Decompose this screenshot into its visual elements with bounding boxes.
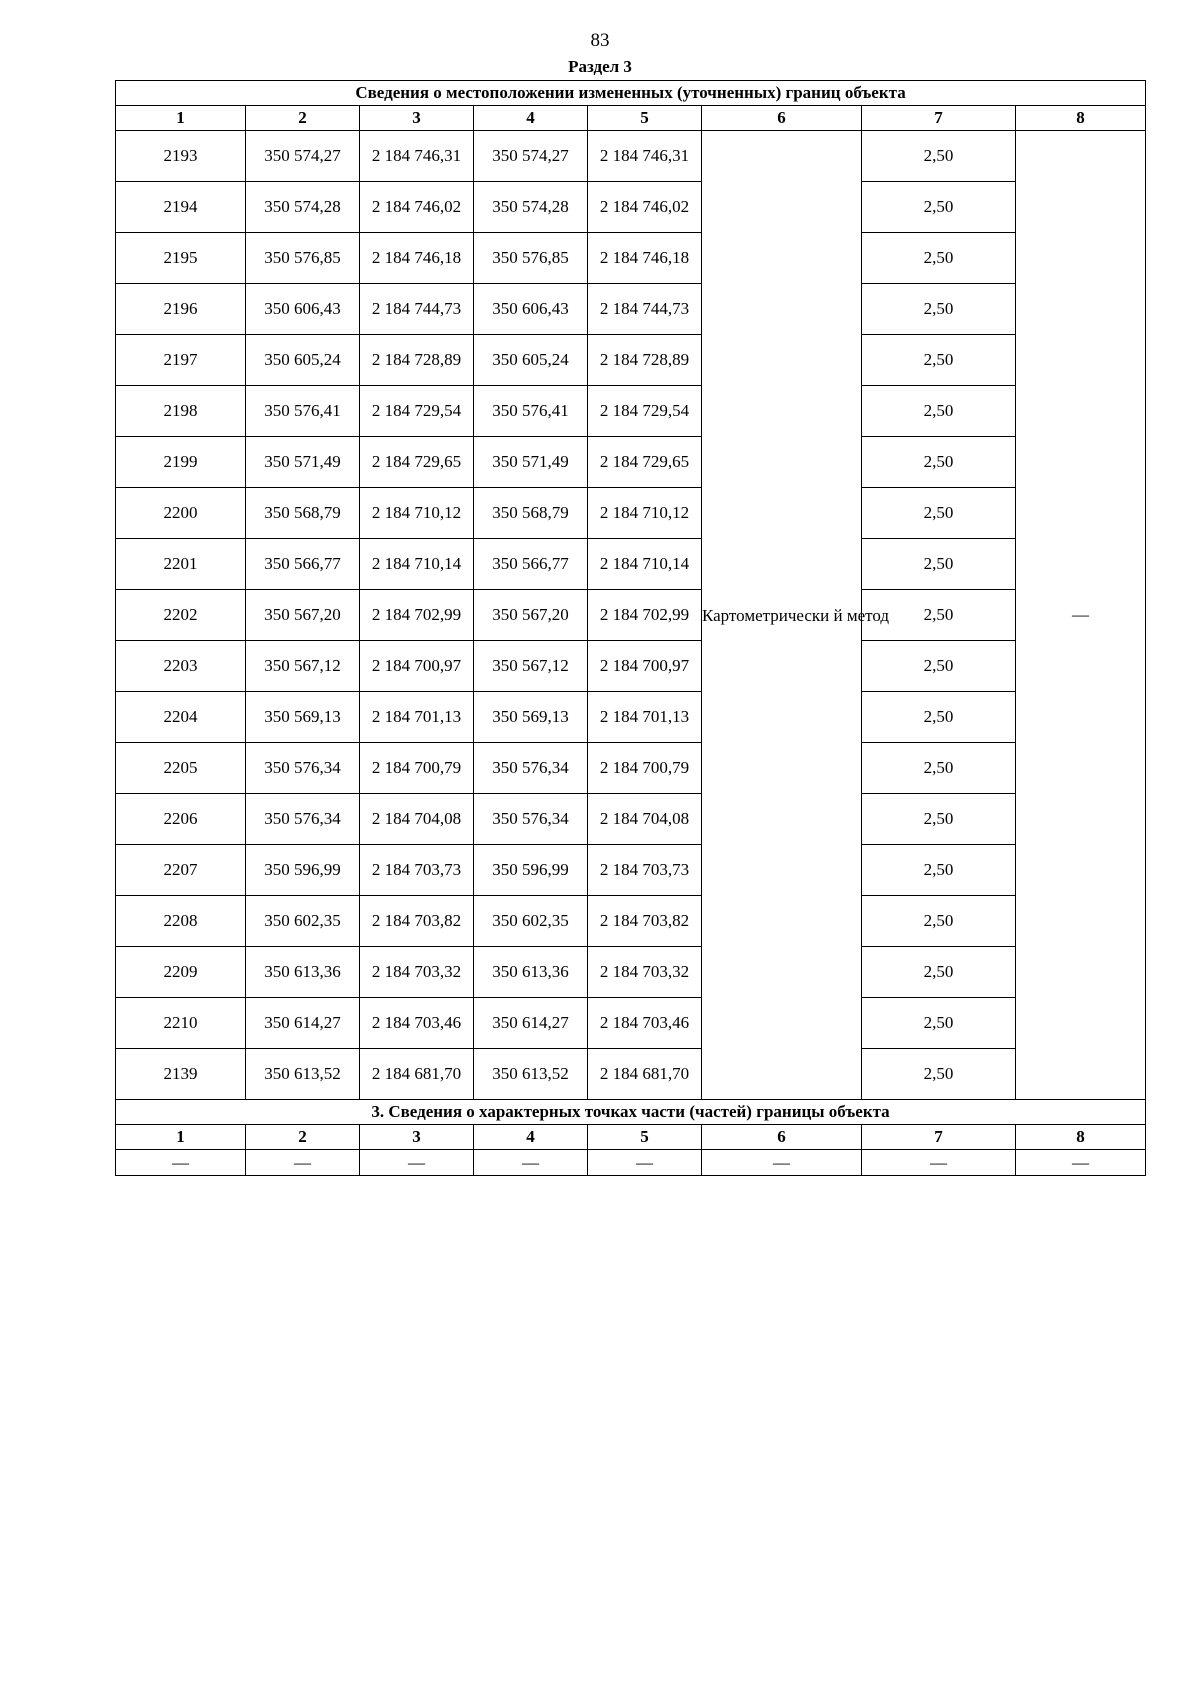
accuracy-cell: 2,50 — [862, 743, 1016, 794]
point-number-cell: 2205 — [116, 743, 246, 794]
x-old-cell: 350 613,52 — [246, 1049, 360, 1100]
accuracy-cell: 2,50 — [862, 437, 1016, 488]
x-old-cell: 350 571,49 — [246, 437, 360, 488]
accuracy-cell: 2,50 — [862, 233, 1016, 284]
column-number: 8 — [1016, 106, 1146, 131]
empty-cell: — — [1016, 1150, 1146, 1176]
x-old-cell: 350 606,43 — [246, 284, 360, 335]
accuracy-cell: 2,50 — [862, 1049, 1016, 1100]
accuracy-cell: 2,50 — [862, 590, 1016, 641]
x-new-cell: 350 606,43 — [474, 284, 588, 335]
table-row — [116, 233, 1146, 284]
table-row — [116, 845, 1146, 896]
point-number-cell: 2206 — [116, 794, 246, 845]
column-number: 8 — [1016, 1125, 1146, 1150]
accuracy-cell: 2,50 — [862, 641, 1016, 692]
y-old-cell: 2 184 729,54 — [360, 386, 474, 437]
accuracy-cell: 2,50 — [862, 692, 1016, 743]
empty-cell: — — [474, 1150, 588, 1176]
y-old-cell: 2 184 700,97 — [360, 641, 474, 692]
point-number-cell: 2195 — [116, 233, 246, 284]
table-row — [116, 131, 1146, 182]
accuracy-cell: 2,50 — [862, 845, 1016, 896]
column-number: 6 — [702, 1125, 862, 1150]
y-old-cell: 2 184 710,12 — [360, 488, 474, 539]
y-new-cell: 2 184 704,08 — [588, 794, 702, 845]
table-row — [116, 488, 1146, 539]
table-row — [116, 437, 1146, 488]
table2-column-numbers — [116, 1125, 1146, 1150]
x-old-cell: 350 596,99 — [246, 845, 360, 896]
x-old-cell: 350 574,28 — [246, 182, 360, 233]
y-new-cell: 2 184 710,12 — [588, 488, 702, 539]
x-new-cell: 350 576,85 — [474, 233, 588, 284]
y-new-cell: 2 184 729,54 — [588, 386, 702, 437]
y-old-cell: 2 184 729,65 — [360, 437, 474, 488]
point-number-cell: 2208 — [116, 896, 246, 947]
table-row — [116, 692, 1146, 743]
x-new-cell: 350 576,34 — [474, 743, 588, 794]
x-old-cell: 350 602,35 — [246, 896, 360, 947]
empty-cell: — — [116, 1150, 246, 1176]
y-new-cell: 2 184 700,97 — [588, 641, 702, 692]
x-old-cell: 350 576,34 — [246, 794, 360, 845]
point-number-cell: 2210 — [116, 998, 246, 1049]
column-number: 6 — [702, 106, 862, 131]
y-old-cell: 2 184 703,82 — [360, 896, 474, 947]
table1-caption-row — [116, 81, 1146, 106]
x-new-cell: 350 574,27 — [474, 131, 588, 182]
y-new-cell: 2 184 703,46 — [588, 998, 702, 1049]
y-new-cell: 2 184 703,32 — [588, 947, 702, 998]
x-new-cell: 350 574,28 — [474, 182, 588, 233]
y-old-cell: 2 184 703,32 — [360, 947, 474, 998]
point-number-cell: 2193 — [116, 131, 246, 182]
point-number-cell: 2202 — [116, 590, 246, 641]
table-row — [116, 641, 1146, 692]
table2-caption: 3. Сведения о характерных точках части (частей) границы объекта — [116, 1100, 1146, 1125]
column8-cell: — — [1016, 131, 1146, 1100]
y-old-cell: 2 184 710,14 — [360, 539, 474, 590]
table-row — [116, 794, 1146, 845]
column-number: 4 — [474, 1125, 588, 1150]
table-row — [116, 335, 1146, 386]
table-row — [116, 590, 1146, 641]
point-number-cell: 2194 — [116, 182, 246, 233]
column-number: 5 — [588, 1125, 702, 1150]
x-old-cell: 350 576,34 — [246, 743, 360, 794]
y-new-cell: 2 184 746,31 — [588, 131, 702, 182]
x-new-cell: 350 567,20 — [474, 590, 588, 641]
table-row — [116, 386, 1146, 437]
x-old-cell: 350 574,27 — [246, 131, 360, 182]
x-new-cell: 350 576,34 — [474, 794, 588, 845]
table-row — [116, 743, 1146, 794]
column-number: 2 — [246, 1125, 360, 1150]
column-number: 2 — [246, 106, 360, 131]
y-old-cell: 2 184 701,13 — [360, 692, 474, 743]
boundary-coordinates-table — [115, 80, 1146, 1176]
x-new-cell: 350 613,52 — [474, 1049, 588, 1100]
accuracy-cell: 2,50 — [862, 284, 1016, 335]
x-old-cell: 350 568,79 — [246, 488, 360, 539]
accuracy-cell: 2,50 — [862, 335, 1016, 386]
x-new-cell: 350 614,27 — [474, 998, 588, 1049]
table2-empty-row — [116, 1150, 1146, 1176]
y-old-cell: 2 184 702,99 — [360, 590, 474, 641]
table2-caption-row — [116, 1100, 1146, 1125]
table-row — [116, 998, 1146, 1049]
x-new-cell: 350 569,13 — [474, 692, 588, 743]
y-old-cell: 2 184 744,73 — [360, 284, 474, 335]
accuracy-cell: 2,50 — [862, 539, 1016, 590]
x-new-cell: 350 571,49 — [474, 437, 588, 488]
point-number-cell: 2201 — [116, 539, 246, 590]
x-new-cell: 350 566,77 — [474, 539, 588, 590]
table1-caption: Сведения о местоположении измененных (уточненных) границ объекта — [116, 81, 1146, 106]
column-number: 3 — [360, 1125, 474, 1150]
x-old-cell: 350 567,12 — [246, 641, 360, 692]
y-new-cell: 2 184 703,82 — [588, 896, 702, 947]
accuracy-cell: 2,50 — [862, 182, 1016, 233]
y-old-cell: 2 184 728,89 — [360, 335, 474, 386]
x-new-cell: 350 613,36 — [474, 947, 588, 998]
x-old-cell: 350 576,41 — [246, 386, 360, 437]
y-old-cell: 2 184 681,70 — [360, 1049, 474, 1100]
column-number: 4 — [474, 106, 588, 131]
table-row — [116, 947, 1146, 998]
y-new-cell: 2 184 701,13 — [588, 692, 702, 743]
column-number: 7 — [862, 1125, 1016, 1150]
x-old-cell: 350 566,77 — [246, 539, 360, 590]
y-new-cell: 2 184 728,89 — [588, 335, 702, 386]
point-number-cell: 2204 — [116, 692, 246, 743]
x-new-cell: 350 568,79 — [474, 488, 588, 539]
accuracy-cell: 2,50 — [862, 998, 1016, 1049]
table-row — [116, 539, 1146, 590]
x-new-cell: 350 602,35 — [474, 896, 588, 947]
y-new-cell: 2 184 746,02 — [588, 182, 702, 233]
x-new-cell: 350 596,99 — [474, 845, 588, 896]
method-cell: Картометрически й метод — [702, 131, 862, 1100]
empty-cell: — — [588, 1150, 702, 1176]
column-number: 1 — [116, 106, 246, 131]
y-old-cell: 2 184 746,31 — [360, 131, 474, 182]
y-old-cell: 2 184 746,02 — [360, 182, 474, 233]
x-new-cell: 350 605,24 — [474, 335, 588, 386]
y-new-cell: 2 184 703,73 — [588, 845, 702, 896]
y-old-cell: 2 184 704,08 — [360, 794, 474, 845]
y-new-cell: 2 184 700,79 — [588, 743, 702, 794]
point-number-cell: 2197 — [116, 335, 246, 386]
y-old-cell: 2 184 746,18 — [360, 233, 474, 284]
point-number-cell: 2209 — [116, 947, 246, 998]
y-new-cell: 2 184 744,73 — [588, 284, 702, 335]
x-old-cell: 350 567,20 — [246, 590, 360, 641]
x-old-cell: 350 614,27 — [246, 998, 360, 1049]
empty-cell: — — [246, 1150, 360, 1176]
accuracy-cell: 2,50 — [862, 794, 1016, 845]
y-new-cell: 2 184 746,18 — [588, 233, 702, 284]
column-number: 1 — [116, 1125, 246, 1150]
table-row — [116, 1049, 1146, 1100]
table-row — [116, 896, 1146, 947]
accuracy-cell: 2,50 — [862, 386, 1016, 437]
x-old-cell: 350 613,36 — [246, 947, 360, 998]
accuracy-cell: 2,50 — [862, 488, 1016, 539]
x-old-cell: 350 605,24 — [246, 335, 360, 386]
x-old-cell: 350 576,85 — [246, 233, 360, 284]
empty-cell: — — [862, 1150, 1016, 1176]
point-number-cell: 2207 — [116, 845, 246, 896]
y-old-cell: 2 184 703,46 — [360, 998, 474, 1049]
column-number: 5 — [588, 106, 702, 131]
x-new-cell: 350 567,12 — [474, 641, 588, 692]
y-new-cell: 2 184 710,14 — [588, 539, 702, 590]
column-number: 3 — [360, 106, 474, 131]
empty-cell: — — [360, 1150, 474, 1176]
table-body — [116, 81, 1146, 1176]
x-old-cell: 350 569,13 — [246, 692, 360, 743]
section-title: Раздел 3 — [568, 57, 632, 76]
x-new-cell: 350 576,41 — [474, 386, 588, 437]
point-number-cell: 2198 — [116, 386, 246, 437]
accuracy-cell: 2,50 — [862, 896, 1016, 947]
y-new-cell: 2 184 702,99 — [588, 590, 702, 641]
y-old-cell: 2 184 703,73 — [360, 845, 474, 896]
y-new-cell: 2 184 681,70 — [588, 1049, 702, 1100]
point-number-cell: 2196 — [116, 284, 246, 335]
accuracy-cell: 2,50 — [862, 947, 1016, 998]
empty-cell: — — [702, 1150, 862, 1176]
table1-column-numbers — [116, 106, 1146, 131]
point-number-cell: 2200 — [116, 488, 246, 539]
accuracy-cell: 2,50 — [862, 131, 1016, 182]
page-number: 83 — [590, 30, 610, 51]
table-row — [116, 182, 1146, 233]
y-old-cell: 2 184 700,79 — [360, 743, 474, 794]
point-number-cell: 2139 — [116, 1049, 246, 1100]
table-row — [116, 284, 1146, 335]
y-new-cell: 2 184 729,65 — [588, 437, 702, 488]
point-number-cell: 2199 — [116, 437, 246, 488]
point-number-cell: 2203 — [116, 641, 246, 692]
column-number: 7 — [862, 106, 1016, 131]
